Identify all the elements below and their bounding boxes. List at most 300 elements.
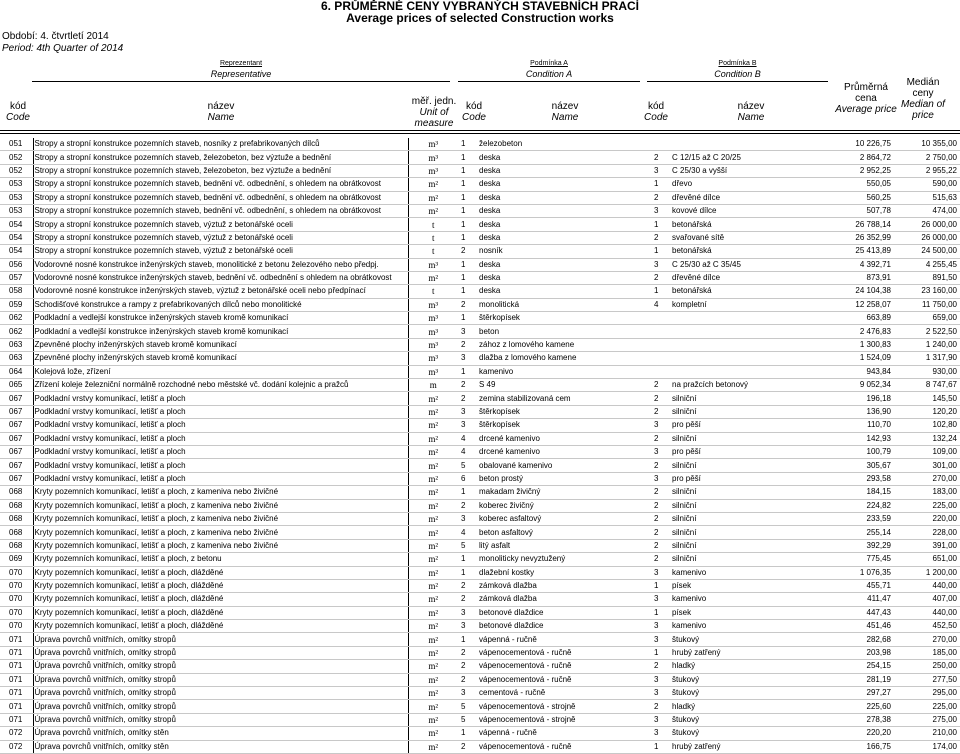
cell-code-a: 1: [458, 633, 476, 646]
cell-code: 067: [0, 405, 33, 418]
cell-name-b: dřevěné dílce: [669, 191, 824, 204]
group-condition-a-en: Condition A: [525, 69, 573, 79]
cell-code-b: 1: [651, 579, 669, 592]
cell-name: Stropy a stropní konstrukce pozemních staveb, železobeton, bez výztuže a bednění: [33, 151, 408, 164]
cell-code-b: 2: [651, 499, 669, 512]
cell-name-b: C 25/30 a vyšší: [669, 164, 824, 177]
cell-median-price: 301,00: [894, 459, 960, 472]
cell-median-price: 109,00: [894, 445, 960, 458]
cell-code-a: 4: [458, 432, 476, 445]
cell-code: 072: [0, 727, 33, 740]
cell-code: 052: [0, 151, 33, 164]
cell-name-b: kamenivo: [669, 620, 824, 633]
cell-code: 054: [0, 245, 33, 258]
group-representative-cz: Reprezentant: [219, 60, 263, 67]
cell-code: 068: [0, 539, 33, 552]
cell-code: 067: [0, 392, 33, 405]
table-row: [0, 151, 960, 164]
cell-name-a: štěrkopísek: [476, 312, 651, 325]
table-row: [0, 579, 960, 592]
cell-name-b: silniční: [669, 553, 824, 566]
prices-table: [0, 138, 960, 754]
cell-name: Kryty pozemních komunikací, letišť a ploch, z betonu: [33, 553, 408, 566]
cell-median-price: 2 750,00: [894, 151, 960, 164]
cell-name-a: koberec asfaltový: [476, 512, 651, 525]
cell-name: Stropy a stropní konstrukce pozemních staveb, bednění vč. odbednění, s ohledem na obrátkovost: [33, 191, 408, 204]
table-row: [0, 365, 960, 378]
cell-name-b: hladký: [669, 700, 824, 713]
table-row: [0, 620, 960, 633]
cell-unit: m³: [408, 151, 458, 164]
cell-unit: t: [408, 285, 458, 298]
cell-name-a: monoliticky nevyztužený: [476, 553, 651, 566]
cell-name: Kolejová lože, zřízení: [33, 365, 408, 378]
group-condition-b-en: Condition B: [714, 69, 761, 79]
cell-median-price: 2 955,22: [894, 164, 960, 177]
cell-name-a: beton asfaltový: [476, 526, 651, 539]
cell-code-a: 1: [458, 151, 476, 164]
cell-average-price: 293,58: [824, 472, 894, 485]
cell-median-price: 10 355,00: [894, 138, 960, 151]
cell-name-a: S 49: [476, 379, 651, 392]
cell-name-b: hladký: [669, 660, 824, 673]
cell-median-price: 275,00: [894, 713, 960, 726]
cell-average-price: 1 524,09: [824, 352, 894, 365]
cell-name: Úprava povrchů vnitřních, omítky stropů: [33, 673, 408, 686]
cell-code-a: 1: [458, 164, 476, 177]
cell-median-price: 132,24: [894, 432, 960, 445]
cell-code-b: 3: [651, 593, 669, 606]
cell-name: Úprava povrchů vnitřních, omítky stropů: [33, 633, 408, 646]
cell-unit: m²: [408, 553, 458, 566]
cell-median-price: 1 317,90: [894, 352, 960, 365]
cell-code-b: 2: [651, 405, 669, 418]
cell-name-b: pro pěší: [669, 472, 824, 485]
cell-unit: m³: [408, 325, 458, 338]
cell-name-a: betonové dlaždice: [476, 606, 651, 619]
cell-code-a: 1: [458, 178, 476, 191]
cell-unit: m²: [408, 673, 458, 686]
header-rule-top: [0, 130, 960, 131]
cell-name: Stropy a stropní konstrukce pozemních staveb, bednění vč. odbednění, s ohledem na obrátkovost: [33, 204, 408, 217]
cell-name-b: [669, 138, 824, 151]
cell-average-price: 281,19: [824, 673, 894, 686]
cell-name-b: C 25/30 až C 35/45: [669, 258, 824, 271]
cell-average-price: 12 258,07: [824, 298, 894, 311]
cell-median-price: 120,20: [894, 405, 960, 418]
cell-code-b: [651, 138, 669, 151]
cell-name-a: deska: [476, 204, 651, 217]
cell-name: Kryty pozemních komunikací, letišť a ploch, z kameniva nebo živičné: [33, 539, 408, 552]
cell-code-a: 2: [458, 740, 476, 753]
cell-name: Kryty pozemních komunikací, letišť a ploch, z kameniva nebo živičné: [33, 512, 408, 525]
cell-name-a: vápenocementová - ručně: [476, 646, 651, 659]
cell-median-price: 210,00: [894, 727, 960, 740]
cell-name: Podkladní vrstvy komunikací, letišť a ploch: [33, 405, 408, 418]
cell-code-a: 5: [458, 700, 476, 713]
cell-name: Podkladní a vedlejší konstrukce inženýrských staveb kromě komunikací: [33, 325, 408, 338]
cell-code-a: 1: [458, 271, 476, 284]
header-name: název Name: [207, 101, 235, 123]
cell-name-b: [669, 325, 824, 338]
cell-name: Stropy a stropní konstrukce pozemních staveb, nosníky z prefabrikovaných dílců: [33, 138, 408, 151]
table-row: [0, 459, 960, 472]
table-row: [0, 432, 960, 445]
cell-code-a: 1: [458, 312, 476, 325]
cell-name-b: [669, 338, 824, 351]
cell-median-price: 102,80: [894, 419, 960, 432]
cell-code-b: 2: [651, 392, 669, 405]
cell-code-a: 3: [458, 620, 476, 633]
cell-name-b: silniční: [669, 499, 824, 512]
cell-code: 067: [0, 432, 33, 445]
cell-name: Stropy a stropní konstrukce pozemních staveb, bednění vč. odbednění, s ohledem na obrátkovost: [33, 178, 408, 191]
period-english: Period: 4th Quarter of 2014: [2, 43, 124, 54]
cell-unit: m²: [408, 660, 458, 673]
table-row: [0, 566, 960, 579]
cell-code-a: 3: [458, 352, 476, 365]
table-row: [0, 687, 960, 700]
cell-average-price: 392,29: [824, 539, 894, 552]
table-row: [0, 312, 960, 325]
cell-name-b: štukový: [669, 687, 824, 700]
cell-code: 071: [0, 687, 33, 700]
table-row: [0, 231, 960, 244]
cell-code-b: 2: [651, 526, 669, 539]
cell-name-a: makadam živičný: [476, 486, 651, 499]
cell-code-a: 1: [458, 138, 476, 151]
cell-name-b: štukový: [669, 713, 824, 726]
cell-code: 071: [0, 633, 33, 646]
cell-code-a: 3: [458, 419, 476, 432]
cell-median-price: 26 000,00: [894, 218, 960, 231]
group-condition-a: [458, 59, 640, 80]
cell-name: Úprava povrchů vnitřních, omítky stropů: [33, 713, 408, 726]
table-row: [0, 204, 960, 217]
cell-unit: m²: [408, 539, 458, 552]
cell-name-a: deska: [476, 191, 651, 204]
cell-code-b: 2: [651, 271, 669, 284]
cell-average-price: 873,91: [824, 271, 894, 284]
cell-code-a: 2: [458, 646, 476, 659]
cell-code-b: 2: [651, 553, 669, 566]
cell-unit: m²: [408, 713, 458, 726]
cell-code-b: 2: [651, 512, 669, 525]
table-row: [0, 379, 960, 392]
cell-average-price: 10 226,75: [824, 138, 894, 151]
cell-name-b: hrubý zatřený: [669, 646, 824, 659]
cell-name: Zpevněné plochy inženýrských staveb kromě komunikací: [33, 352, 408, 365]
cell-name-a: obalované kamenivo: [476, 459, 651, 472]
cell-name-a: štěrkopísek: [476, 419, 651, 432]
cell-average-price: 2 476,83: [824, 325, 894, 338]
cell-code: 058: [0, 285, 33, 298]
cell-unit: m²: [408, 646, 458, 659]
cell-code: 069: [0, 553, 33, 566]
cell-unit: m²: [408, 606, 458, 619]
cell-average-price: 4 392,71: [824, 258, 894, 271]
cell-code: 067: [0, 459, 33, 472]
cell-unit: m³: [408, 352, 458, 365]
cell-average-price: 110,70: [824, 419, 894, 432]
header-average-price: Průměrná cena Average price: [835, 82, 897, 115]
cell-unit: m²: [408, 178, 458, 191]
cell-name-a: deska: [476, 151, 651, 164]
cell-median-price: 145,50: [894, 392, 960, 405]
table-row: [0, 606, 960, 619]
cell-name-a: drcené kamenivo: [476, 445, 651, 458]
cell-name-b: písek: [669, 579, 824, 592]
cell-name-b: silniční: [669, 486, 824, 499]
cell-code-b: [651, 352, 669, 365]
cell-code-b: 3: [651, 445, 669, 458]
cell-average-price: 278,38: [824, 713, 894, 726]
cell-average-price: 447,43: [824, 606, 894, 619]
cell-unit: m²: [408, 579, 458, 592]
cell-median-price: 8 747,67: [894, 379, 960, 392]
cell-name-a: kamenivo: [476, 365, 651, 378]
cell-name: Kryty pozemních komunikací, letišť a ploch, dlážděné: [33, 593, 408, 606]
table-row: [0, 472, 960, 485]
cell-code-b: 2: [651, 459, 669, 472]
table-row: [0, 191, 960, 204]
table-row: [0, 258, 960, 271]
cell-name-a: zámková dlažba: [476, 579, 651, 592]
cell-code: 065: [0, 379, 33, 392]
cell-name-b: pro pěší: [669, 445, 824, 458]
cell-code-a: 2: [458, 593, 476, 606]
cell-average-price: 1 076,35: [824, 566, 894, 579]
group-condition-b-cz: Podmínka B: [718, 60, 757, 67]
table-row: [0, 285, 960, 298]
cell-average-price: 225,60: [824, 700, 894, 713]
cell-average-price: 100,79: [824, 445, 894, 458]
table-row: [0, 392, 960, 405]
cell-median-price: 277,50: [894, 673, 960, 686]
table-row: [0, 405, 960, 418]
cell-name: Kryty pozemních komunikací, letišť a ploch, z kameniva nebo živičné: [33, 499, 408, 512]
cell-name: Podkladní a vedlejší konstrukce inženýrských staveb kromě komunikací: [33, 312, 408, 325]
cell-average-price: 2 952,25: [824, 164, 894, 177]
cell-name-b: silniční: [669, 459, 824, 472]
cell-code-a: 4: [458, 526, 476, 539]
cell-code-a: 2: [458, 379, 476, 392]
cell-name-b: pro pěší: [669, 419, 824, 432]
cell-code-b: 3: [651, 566, 669, 579]
cell-unit: m³: [408, 312, 458, 325]
cell-name: Stropy a stropní konstrukce pozemních staveb, výztuž z betonářské oceli: [33, 245, 408, 258]
cell-code-a: 1: [458, 553, 476, 566]
cell-name: Kryty pozemních komunikací, letišť a ploch, dlážděné: [33, 606, 408, 619]
cell-name-b: hrubý zatřený: [669, 740, 824, 753]
cell-name: Podkladní vrstvy komunikací, letišť a ploch: [33, 445, 408, 458]
header-code: kód Code: [6, 101, 30, 123]
cell-name: Úprava povrchů vnitřních, omítky stropů: [33, 660, 408, 673]
cell-name: Zřízení koleje železniční normálně rozchodné nebo městské vč. dodání kolejnic a pražců: [33, 379, 408, 392]
cell-code-a: 2: [458, 338, 476, 351]
cell-name-b: svařované sítě: [669, 231, 824, 244]
cell-name-a: železobeton: [476, 138, 651, 151]
cell-median-price: 407,00: [894, 593, 960, 606]
cell-unit: m²: [408, 472, 458, 485]
cell-name-a: deska: [476, 164, 651, 177]
cell-code-a: 3: [458, 405, 476, 418]
cell-name-b: kovové dílce: [669, 204, 824, 217]
header-code-b: kód Code: [644, 101, 668, 123]
cell-median-price: 590,00: [894, 178, 960, 191]
cell-name: Úprava povrchů vnitřních, omítky stropů: [33, 687, 408, 700]
cell-median-price: 250,00: [894, 660, 960, 673]
table-row: [0, 178, 960, 191]
table-row: [0, 325, 960, 338]
cell-name-b: betonářská: [669, 218, 824, 231]
cell-code: 071: [0, 660, 33, 673]
cell-code-b: 3: [651, 258, 669, 271]
table-row: [0, 673, 960, 686]
cell-code-b: 2: [651, 231, 669, 244]
cell-code: 067: [0, 472, 33, 485]
cell-median-price: 225,00: [894, 499, 960, 512]
cell-code: 053: [0, 204, 33, 217]
title-czech: 6. PRŮMĚRNÉ CENY VYBRANÝCH STAVEBNÍCH PRACÍ: [320, 0, 640, 13]
cell-name-b: [669, 365, 824, 378]
cell-code: 068: [0, 526, 33, 539]
cell-unit: m²: [408, 727, 458, 740]
cell-name-b: štukový: [669, 633, 824, 646]
cell-code-b: 2: [651, 539, 669, 552]
cell-median-price: 1 200,00: [894, 566, 960, 579]
cell-name-a: zemina stabilizovaná cem: [476, 392, 651, 405]
cell-unit: m²: [408, 499, 458, 512]
cell-code-b: 3: [651, 164, 669, 177]
cell-average-price: 254,15: [824, 660, 894, 673]
cell-median-price: 174,00: [894, 740, 960, 753]
cell-code: 063: [0, 352, 33, 365]
cell-average-price: 9 052,34: [824, 379, 894, 392]
cell-name-b: [669, 312, 824, 325]
cell-name-a: monolitická: [476, 298, 651, 311]
cell-name-a: koberec živičný: [476, 499, 651, 512]
cell-code-a: 1: [458, 191, 476, 204]
cell-name-a: dlažební kostky: [476, 566, 651, 579]
cell-median-price: 228,00: [894, 526, 960, 539]
cell-unit: m³: [408, 138, 458, 151]
cell-code-b: 3: [651, 472, 669, 485]
cell-code-a: 1: [458, 258, 476, 271]
cell-name-a: vápenná - ručně: [476, 633, 651, 646]
cell-unit: m²: [408, 740, 458, 753]
table-row: [0, 593, 960, 606]
cell-code: 059: [0, 298, 33, 311]
cell-code: 072: [0, 740, 33, 753]
cell-unit: m²: [408, 687, 458, 700]
cell-code-b: [651, 312, 669, 325]
cell-code: 056: [0, 258, 33, 271]
cell-median-price: 26 000,00: [894, 231, 960, 244]
table-row: [0, 338, 960, 351]
cell-average-price: 26 788,14: [824, 218, 894, 231]
table-row: [0, 646, 960, 659]
table-row: [0, 740, 960, 753]
cell-average-price: 550,05: [824, 178, 894, 191]
cell-average-price: 142,93: [824, 432, 894, 445]
cell-code: 067: [0, 445, 33, 458]
cell-code-a: 1: [458, 218, 476, 231]
cell-code: 057: [0, 271, 33, 284]
cell-name-a: deska: [476, 231, 651, 244]
cell-code: 071: [0, 646, 33, 659]
cell-code-b: 3: [651, 727, 669, 740]
cell-name-b: betonářská: [669, 285, 824, 298]
cell-code-a: 1: [458, 727, 476, 740]
cell-average-price: 220,20: [824, 727, 894, 740]
cell-unit: t: [408, 245, 458, 258]
cell-code-b: 1: [651, 646, 669, 659]
table-row: [0, 700, 960, 713]
cell-name-b: silniční: [669, 539, 824, 552]
cell-name-b: [669, 352, 824, 365]
cell-code-b: [651, 365, 669, 378]
cell-code-a: 6: [458, 472, 476, 485]
cell-code-a: 1: [458, 486, 476, 499]
cell-code-a: 5: [458, 539, 476, 552]
cell-unit: m²: [408, 486, 458, 499]
cell-average-price: 451,46: [824, 620, 894, 633]
cell-average-price: 1 300,83: [824, 338, 894, 351]
cell-code-b: 3: [651, 673, 669, 686]
cell-code: 062: [0, 312, 33, 325]
table-row: [0, 445, 960, 458]
header-median-price: Medián ceny Median of price: [901, 77, 945, 121]
cell-name-b: na pražcích betonový: [669, 379, 824, 392]
cell-code: 070: [0, 579, 33, 592]
cell-unit: m²: [408, 392, 458, 405]
cell-code-a: 4: [458, 445, 476, 458]
cell-average-price: 943,84: [824, 365, 894, 378]
cell-median-price: 185,00: [894, 646, 960, 659]
cell-median-price: 24 500,00: [894, 245, 960, 258]
cell-unit: m²: [408, 593, 458, 606]
cell-code-a: 1: [458, 204, 476, 217]
table-row: [0, 499, 960, 512]
cell-name-a: beton prostý: [476, 472, 651, 485]
cell-name: Podkladní vrstvy komunikací, letišť a ploch: [33, 419, 408, 432]
cell-code-b: 3: [651, 204, 669, 217]
cell-median-price: 4 255,45: [894, 258, 960, 271]
cell-code: 070: [0, 620, 33, 633]
cell-name-b: štukový: [669, 673, 824, 686]
cell-code-a: 2: [458, 499, 476, 512]
cell-name-b: kamenivo: [669, 593, 824, 606]
cell-name-a: deska: [476, 218, 651, 231]
table-row: [0, 352, 960, 365]
table-row: [0, 419, 960, 432]
period-czech: Období: 4. čtvrtletí 2014: [2, 31, 109, 42]
cell-average-price: 297,27: [824, 687, 894, 700]
cell-code: 067: [0, 419, 33, 432]
table-row: [0, 138, 960, 151]
cell-unit: m²: [408, 459, 458, 472]
cell-code-b: 3: [651, 620, 669, 633]
cell-median-price: 440,00: [894, 579, 960, 592]
cell-average-price: 663,89: [824, 312, 894, 325]
table-row: [0, 271, 960, 284]
cell-code: 071: [0, 700, 33, 713]
cell-code-b: 3: [651, 687, 669, 700]
cell-name-b: silniční: [669, 432, 824, 445]
cell-median-price: 930,00: [894, 365, 960, 378]
cell-code-b: 2: [651, 660, 669, 673]
